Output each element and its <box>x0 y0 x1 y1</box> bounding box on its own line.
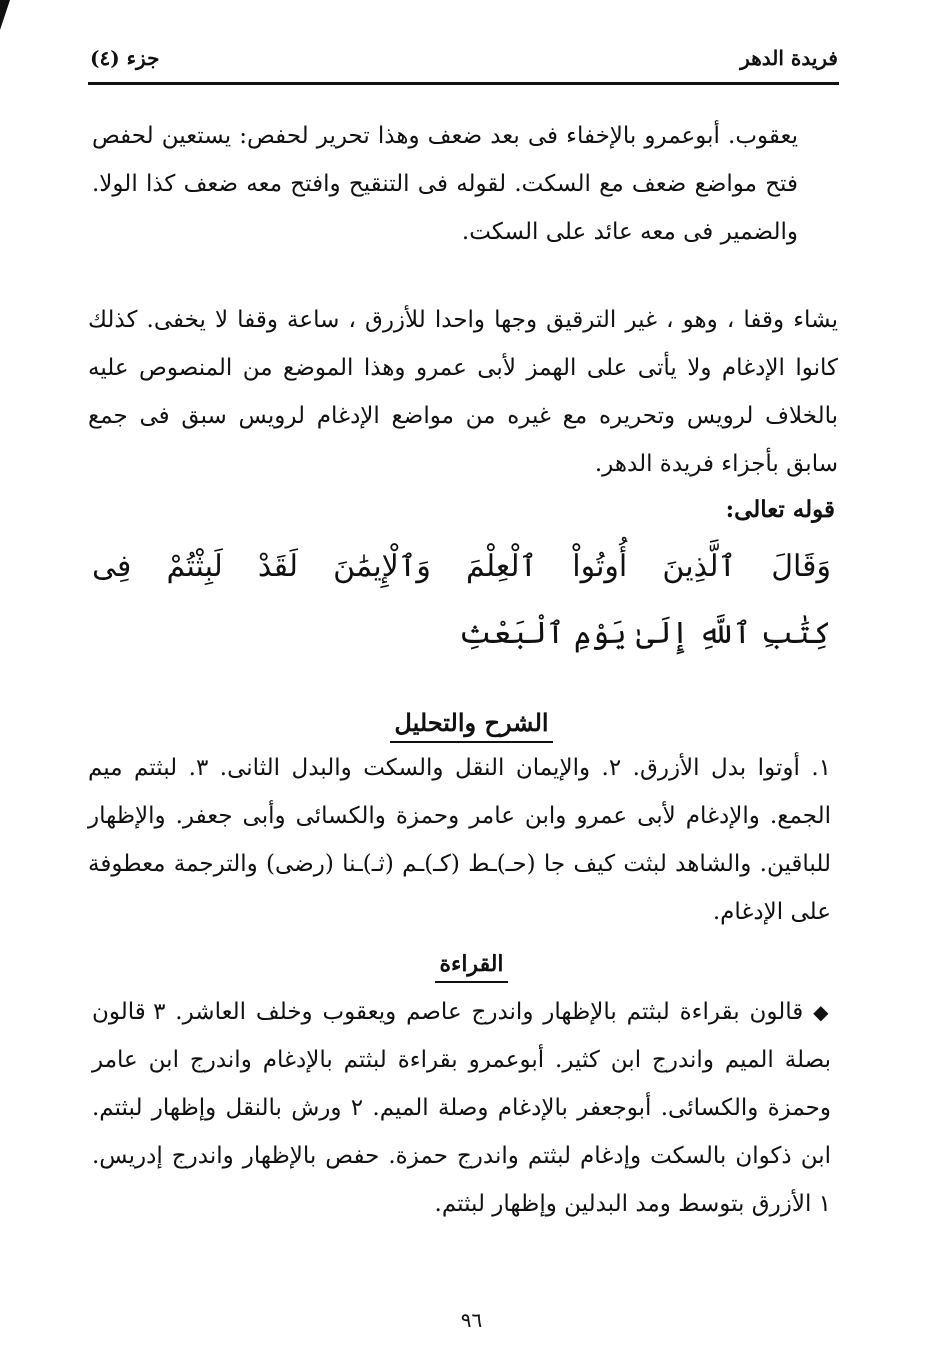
verse-line-2: كِتَٰبِ ٱللَّهِ إِلَىٰ يَوْمِ ٱلْبَعْثِ <box>458 616 831 651</box>
page-number: ٩٦ <box>460 1308 483 1332</box>
verse-line-1: وَقَالَ ٱلَّذِينَ أُوتُواْ ٱلْعِلْمَ وَٱلْإِيمَٰنَ لَقَدْ لَبِثْتُمْ فِى <box>92 549 831 584</box>
corner-mark <box>0 0 10 30</box>
explanation-paragraph <box>88 744 831 936</box>
paragraph-1 <box>92 112 798 256</box>
section-heading-reading <box>0 946 943 982</box>
reading-paragraph <box>92 988 831 1228</box>
reading-text: قالون بقراءة لبثتم بالإظهار واندرج عاصم ويعقوب وخلف العاشر. ٣ قالون بصلة الميم واندرج ابن كثير. أبوعمرو بقراءة لبثتم بالإدغام واندرج ابن عامر وحمزة والكسائى. أبوجعفر بالإدغام وصلة الميم. ٢ ورش بالنقل وإظهار لبثتم. ابن ذكوان بالسكت وإدغام لبثتم واندرج حمزة. حفص بالإظهار واندرج إدريس. ١ الأزرق بتوسط ومد البدلين وإظهار لبثتم. <box>92 999 831 1217</box>
paragraph-2 <box>88 296 838 488</box>
diamond-bullet-icon: ◆ <box>813 1000 831 1024</box>
section-heading-reading-text: القراءة <box>435 951 507 983</box>
verse-intro: قوله تعالى: <box>725 496 835 523</box>
section-heading-explanation-text: الشرح والتحليل <box>390 708 552 743</box>
reading-text-wrapper <box>92 988 831 1228</box>
explanation-text: أوتوا بدل الأزرق. ٢. والإيمان النقل والسكت والبدل الثانى. ٣. لبثتم ميم الجمع. والإدغام لأبى عمرو وابن عامر وحمزة والكسائى وأبى جعفر. والإظهار للباقين. والشاهد لبثت كيف جا (حـ)ـط (كـ)ـم (ثـ)ـنا (رضى) والترجمة معطوفة على الإدغام. <box>88 755 831 925</box>
paragraph-2-text: يشاء وقفا ، وهو ، غير الترقيق وجها واحدا للأزرق ، ساعة وقفا لا يخفى. كذلك كانوا الإدغام ولا يأتى على الهمز لأبى عمرو وهذا الموضع من المنصوص عليه بالخلاف لرويس وتحريره مع غيره من مواضع الإدغام لرويس سبق فى جمع سابق بأجزاء فريدة الدهر. <box>88 307 838 477</box>
header-rule <box>88 82 839 85</box>
explanation-text-wrapper <box>88 744 831 936</box>
section-heading-explanation <box>0 705 943 741</box>
running-title: فريدة الدهر <box>740 46 838 70</box>
item-number: ١. <box>811 755 832 781</box>
part-label: جزء (٤) <box>90 46 160 70</box>
page-header <box>90 46 838 80</box>
paragraph-1-text: يعقوب. أبوعمرو بالإخفاء فى بعد ضعف وهذا تحرير لحفص: يستعين لحفص فتح مواضع ضعف مع السكت. لقوله فى التنقيح وافتح معه ضعف كذا الولا. والضمير فى معه عائد على السكت. <box>92 123 798 245</box>
